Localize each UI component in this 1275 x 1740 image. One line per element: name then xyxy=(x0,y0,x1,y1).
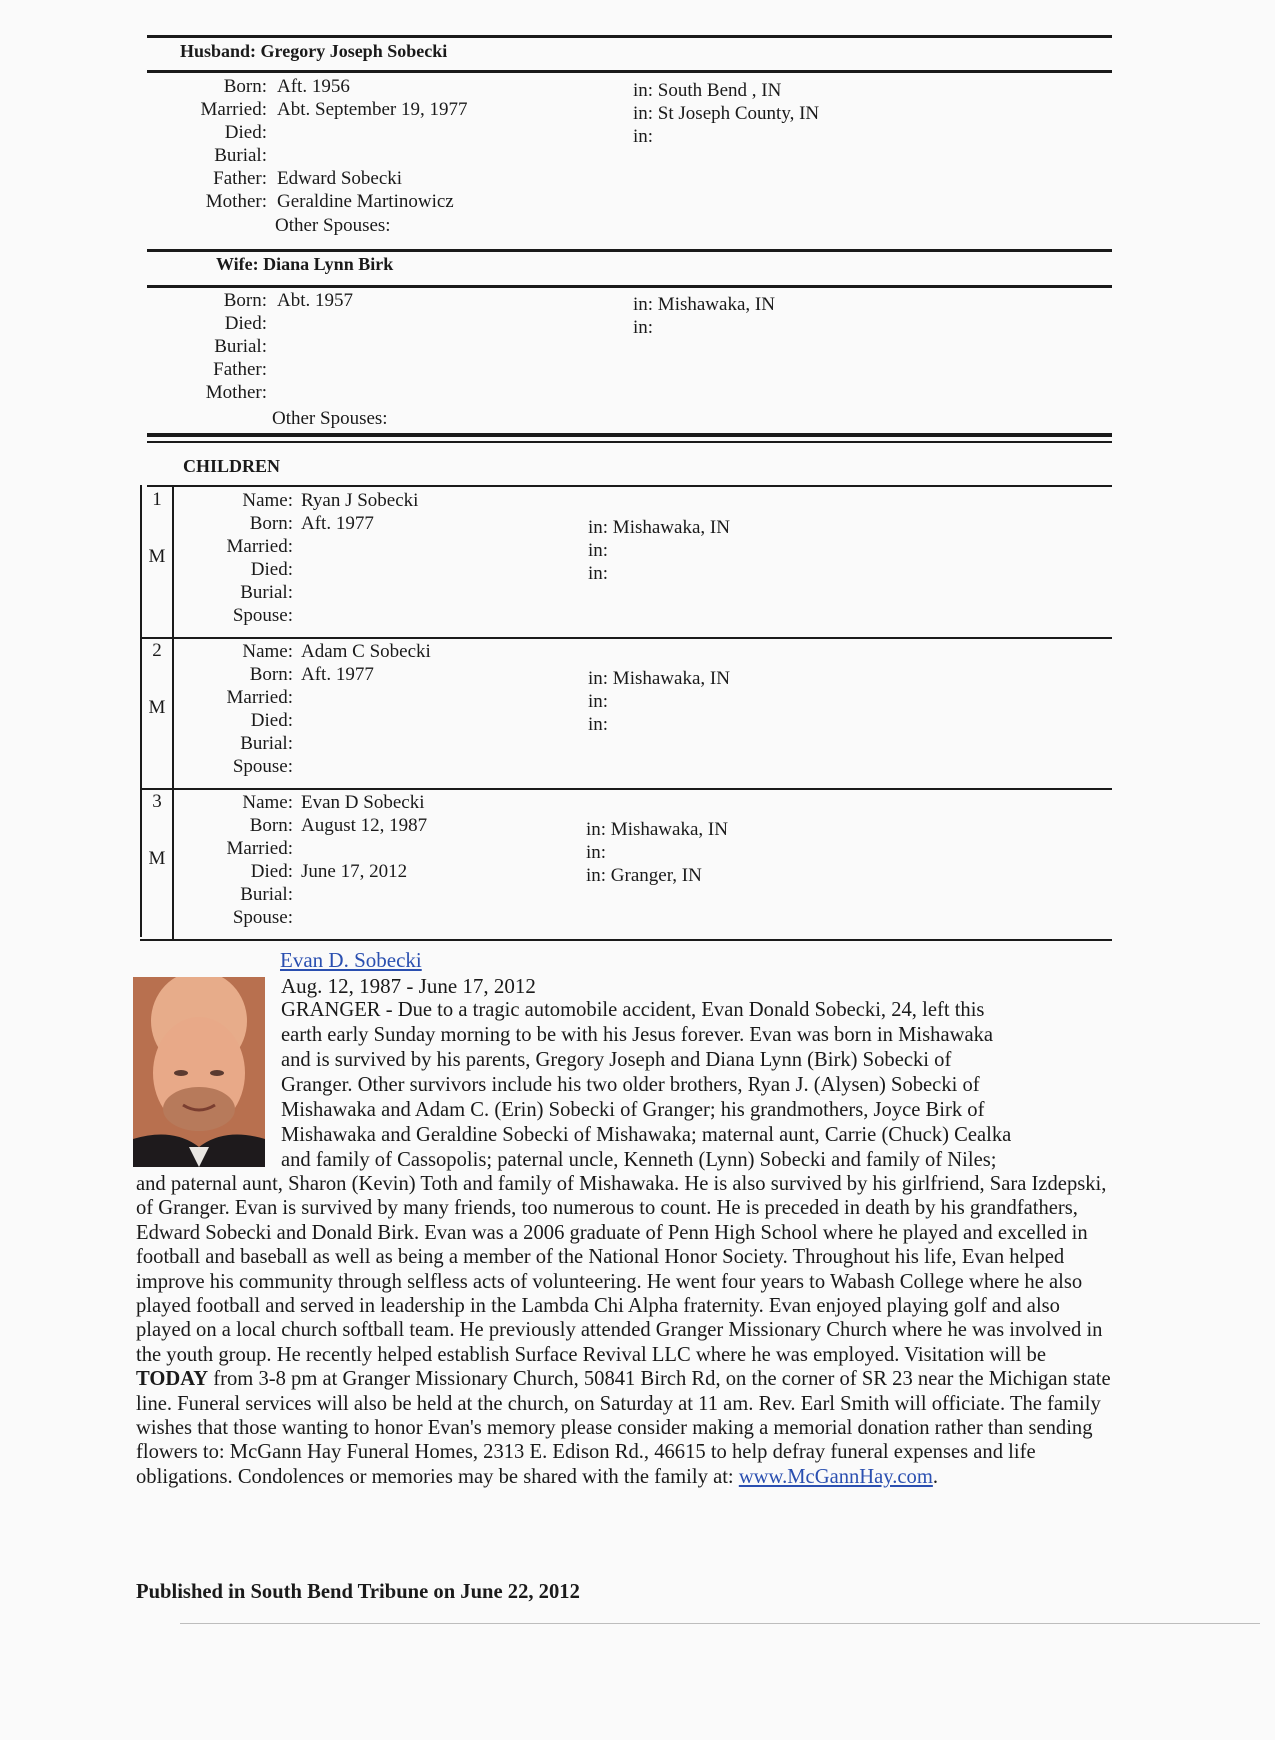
husband-married-place: in: St Joseph County, IN xyxy=(633,103,820,124)
child-2-died-place: in: xyxy=(588,714,609,735)
child-3-died-value: June 17, 2012 xyxy=(301,861,408,882)
mcgannhay-link[interactable]: www.McGannHay.com xyxy=(738,1465,933,1488)
children-index-divider xyxy=(172,485,174,940)
child-1-sex: M xyxy=(148,546,166,567)
child-2-sex: M xyxy=(148,697,166,718)
child-3-died-label: Died: xyxy=(250,861,293,882)
child-1-born-label: Born: xyxy=(249,513,293,534)
husband-father-label: Father: xyxy=(213,168,267,189)
husband-died-label: Died: xyxy=(224,122,267,143)
child-3-born-value: August 12, 1987 xyxy=(301,815,428,836)
deceased-portrait-photo xyxy=(133,977,265,1167)
child-1-number: 1 xyxy=(152,489,162,510)
wife-father-label: Father: xyxy=(213,359,267,380)
obituary-line-4: Granger. Other survivors include his two older brothers, Ryan J. (Alysen) Sobecki of xyxy=(281,1074,980,1096)
wife-mother-label: Mother: xyxy=(205,382,267,403)
wife-born-label: Born: xyxy=(223,290,267,311)
husband-died-place: in: xyxy=(633,126,654,147)
child-3-died-place: in: Granger, IN xyxy=(586,865,702,886)
obituary-body-part1: and paternal aunt, Sharon (Kevin) Toth and family of Mishawaka. He is also survived by his girlfriend, Sara Izdepski, of Granger. Evan is survived by many friends, too numerous to count. He is preceded in death by his grandfathers, Edward Sobecki and Donald Birk. Evan was a 2006 graduate of Penn High School where he played and excelled in football and baseball as well as being a member of the National Honor Society. Throughout his life, Evan helped improve his community through selfless acts of volunteering. He went four years to Wabash College where he also played football and served in leadership in the Lambda Chi Alpha fraternity. Evan enjoyed playing golf and also played on a local church softball team. He previously attended Granger Missionary Church where he was involved in the youth group. He recently helped establish Surface Revival LLC where he was employed. Visitation will be xyxy=(136,1173,1107,1366)
child-2-name-value: Adam C Sobecki xyxy=(301,641,431,662)
husband-mother-label: Mother: xyxy=(205,191,267,212)
child-3-born-place: in: Mishawaka, IN xyxy=(586,819,728,840)
child-2-spouse-label: Spouse: xyxy=(232,756,293,777)
obituary-period: . xyxy=(932,1465,939,1488)
child-1-married-place: in: xyxy=(588,540,609,561)
child-2-married-place: in: xyxy=(588,691,609,712)
child-3-married-place: in: xyxy=(586,842,607,863)
child-3-married-label: Married: xyxy=(226,838,293,859)
husband-other-spouses: Other Spouses: xyxy=(275,215,391,236)
child-1-spouse-label: Spouse: xyxy=(232,605,293,626)
obituary-title-link[interactable]: Evan D. Sobecki xyxy=(280,948,422,972)
wife-header-label: Wife: xyxy=(216,254,259,274)
child-3-spouse-label: Spouse: xyxy=(232,907,293,928)
child-1-born-value: Aft. 1977 xyxy=(301,513,374,534)
obituary-today: TODAY xyxy=(136,1368,209,1391)
child-1-burial-label: Burial: xyxy=(240,582,293,603)
child-2-married-label: Married: xyxy=(226,687,293,708)
child-1-born-place: in: Mishawaka, IN xyxy=(588,517,730,538)
obituary-line-5: Mishawaka and Adam C. (Erin) Sobecki of Granger; his grandmothers, Joyce Birk of xyxy=(281,1099,985,1121)
wife-header xyxy=(216,253,393,275)
child-1-name-value: Ryan J Sobecki xyxy=(301,490,419,511)
child-3-number: 3 xyxy=(152,791,162,812)
obituary-dates: Aug. 12, 1987 - June 17, 2012 xyxy=(281,974,536,998)
husband-born-label: Born: xyxy=(223,76,267,97)
child-2-died-label: Died: xyxy=(250,710,293,731)
obituary-line-7: and family of Cassopolis; paternal uncle, Kenneth (Lynn) Sobecki and family of Niles; xyxy=(281,1149,997,1171)
child-3-name-value: Evan D Sobecki xyxy=(301,792,425,813)
child-2-born-value: Aft. 1977 xyxy=(301,664,374,685)
husband-born-value: Aft. 1956 xyxy=(277,76,350,97)
husband-born-place: in: South Bend , IN xyxy=(633,80,782,101)
wife-died-place: in: xyxy=(633,317,654,338)
husband-mother-value: Geraldine Martinowicz xyxy=(277,191,454,212)
child-2-name-label: Name: xyxy=(242,641,293,662)
husband-bottom-rule xyxy=(147,70,1112,73)
husband-header-label: Husband: xyxy=(180,41,257,61)
obituary-line-6: Mishawaka and Geraldine Sobecki of Mishawaka; maternal aunt, Carrie (Chuck) Cealka xyxy=(281,1124,1012,1146)
page-bottom-faint-rule xyxy=(180,1623,1260,1624)
wife-born-value: Abt. 1957 xyxy=(277,290,353,311)
husband-top-rule xyxy=(147,35,1112,38)
wife-died-label: Died: xyxy=(224,313,267,334)
obituary-line-3: and is survived by his parents, Gregory Joseph and Diana Lynn (Birk) Sobecki of xyxy=(281,1049,952,1071)
wife-burial-label: Burial: xyxy=(214,336,267,357)
child-1-name-label: Name: xyxy=(242,490,293,511)
children-top-rule-thin xyxy=(147,441,1112,443)
child-1-died-place: in: xyxy=(588,563,609,584)
husband-burial-label: Burial: xyxy=(214,145,267,166)
child-1-died-label: Died: xyxy=(250,559,293,580)
wife-name: Diana Lynn Birk xyxy=(263,254,394,274)
husband-father-value: Edward Sobecki xyxy=(277,168,403,189)
child-2-bottom-rule xyxy=(140,788,1112,790)
child-3-sex: M xyxy=(148,848,166,869)
wife-top-rule xyxy=(147,249,1112,252)
children-top-rule xyxy=(147,433,1112,437)
wife-other-spouses: Other Spouses: xyxy=(272,408,388,429)
child-3-born-label: Born: xyxy=(249,815,293,836)
child-2-number: 2 xyxy=(152,640,162,661)
husband-name: Gregory Joseph Sobecki xyxy=(260,41,448,61)
child-3-burial-label: Burial: xyxy=(240,884,293,905)
obituary-line-1: GRANGER - Due to a tragic automobile accident, Evan Donald Sobecki, 24, left this xyxy=(281,999,985,1021)
obituary-published: Published in South Bend Tribune on June 22, 2012 xyxy=(136,1581,580,1603)
obituary-body xyxy=(136,1172,1114,1489)
obituary-line-2: earth early Sunday morning to be with his Jesus forever. Evan was born in Mishawaka xyxy=(281,1024,994,1046)
portrait-illustration xyxy=(133,977,265,1167)
wife-born-place: in: Mishawaka, IN xyxy=(633,294,775,315)
child-2-born-place: in: Mishawaka, IN xyxy=(588,668,730,689)
husband-header xyxy=(180,40,447,62)
husband-married-label: Married: xyxy=(200,99,267,120)
child-1-bottom-rule xyxy=(140,637,1112,639)
children-header: CHILDREN xyxy=(183,456,281,476)
child-2-burial-label: Burial: xyxy=(240,733,293,754)
obituary-body-part2: from 3-8 pm at Granger Missionary Church, 50841 Birch Rd, on the corner of SR 23 near the Michigan state line. Funeral services will also be held at the church, on Saturday at 11 am. Rev. Earl Smith will officiate. The family wishes that those wanting to honor Evan's memory please consider making a memorial donation rather than sending flowers to: McGann Hay Funeral Homes, 2313 E. Edison Rd., 46615 to help defray funeral expenses and life obligations. Condolences or memories may be shared with the family at: xyxy=(136,1368,1111,1488)
husband-married-value: Abt. September 19, 1977 xyxy=(277,99,468,120)
child-2-born-label: Born: xyxy=(249,664,293,685)
children-header-rule xyxy=(147,485,1112,487)
child-1-married-label: Married: xyxy=(226,536,293,557)
wife-bottom-rule xyxy=(147,285,1112,288)
child-3-bottom-rule xyxy=(140,939,1112,941)
child-3-name-label: Name: xyxy=(242,792,293,813)
